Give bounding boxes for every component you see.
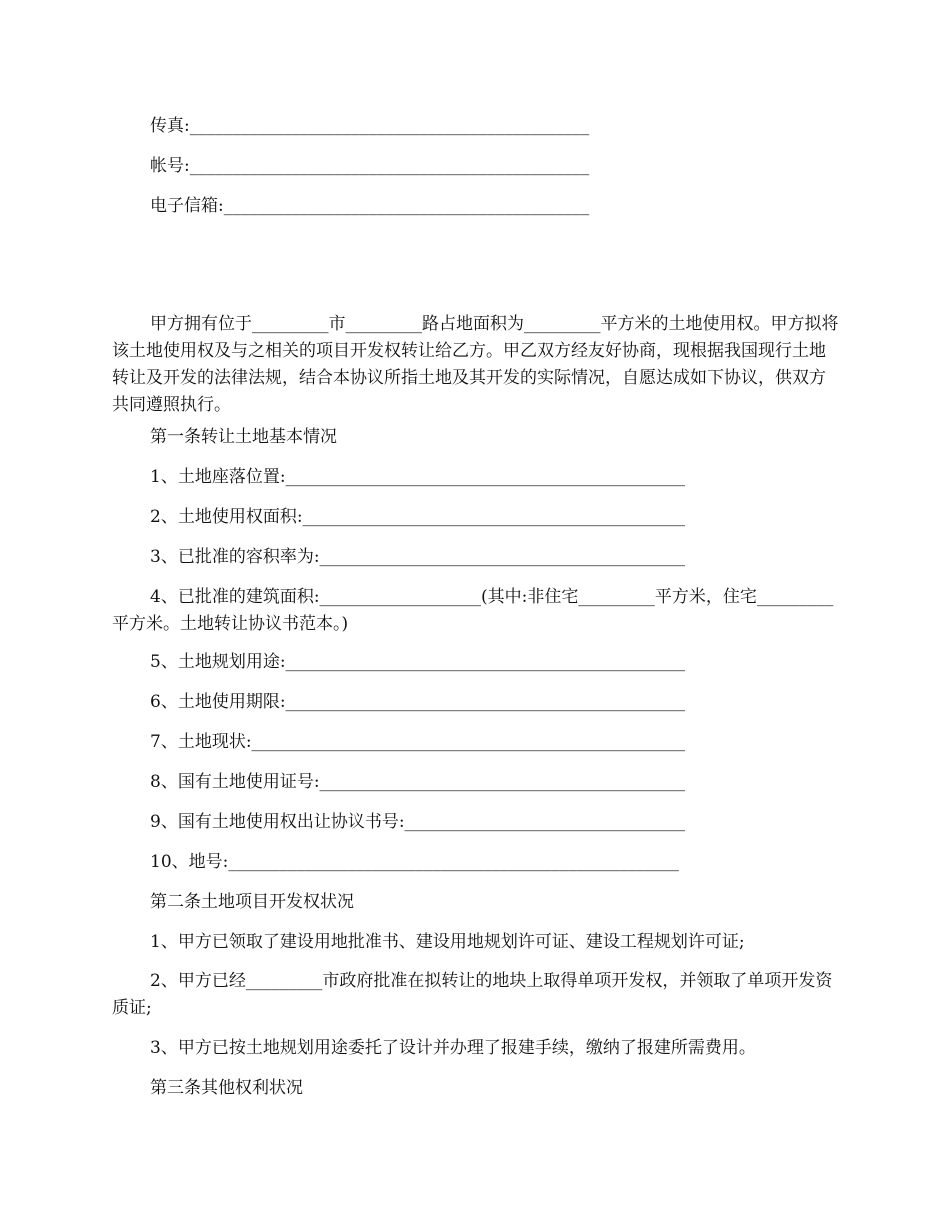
section2-title: 第二条土地项目开发权状况 xyxy=(150,892,354,912)
section1-item-8: 8、国有土地使用证号:___________________________________________ xyxy=(150,772,686,792)
section1-item-6: 6、土地使用期限:_______________________________________________ xyxy=(150,692,686,712)
section2-item-2: 2、甲方已经_________市政府批准在拟转让的地块上取得单项开发权，并领取了单项开发资质证; xyxy=(112,971,833,1018)
section1-item-3: 3、已批准的容积率为:___________________________________________ xyxy=(150,547,686,567)
account-field: 帐号:_______________________________________________ xyxy=(150,156,590,176)
email-field: 电子信箱:___________________________________________ xyxy=(150,196,590,216)
section1-title: 第一条转让土地基本情况 xyxy=(150,427,337,447)
section1-item-2: 2、土地使用权面积:_____________________________________________ xyxy=(150,507,686,527)
fax-field: 传真:_______________________________________________ xyxy=(150,116,590,136)
section1-item-1: 1、土地座落位置:_______________________________________________ xyxy=(150,467,686,487)
section1-item-10: 10、地号:_____________________________________________________ xyxy=(150,852,679,872)
section3-title: 第三条其他权利状况 xyxy=(150,1078,303,1098)
section1-item-9: 9、国有土地使用权出让协议书号:_________________________________ xyxy=(150,812,686,832)
section2-item-1: 1、甲方已领取了建设用地批准书、建设用地规划许可证、建设工程规划许可证; xyxy=(150,932,745,952)
intro-paragraph: 甲方拥有位于_________市_________路占地面积为_________平方米的土地使用权。甲方拟将该土地使用权及与之相关的项目开发权转让给乙方。甲乙双方经友好协商，现根据我国现行土地转让及开发的法律法规，结合本协议所指土地及其开发的实际情况，自愿达成如下协议，供双方共同遵照执行。 xyxy=(112,314,839,415)
section1-item-5: 5、土地规划用途:_______________________________________________ xyxy=(150,652,686,672)
section1-item-7: 7、土地现状:___________________________________________________ xyxy=(150,732,686,752)
section2-item-3: 3、甲方已按土地规划用途委托了设计并办理了报建手续，缴纳了报建所需费用。 xyxy=(150,1038,756,1058)
section1-item-4: 4、已批准的建筑面积:___________________(其中:非住宅_________平方米，住宅_________平方米。土地转让协议书范本。) xyxy=(112,587,834,634)
